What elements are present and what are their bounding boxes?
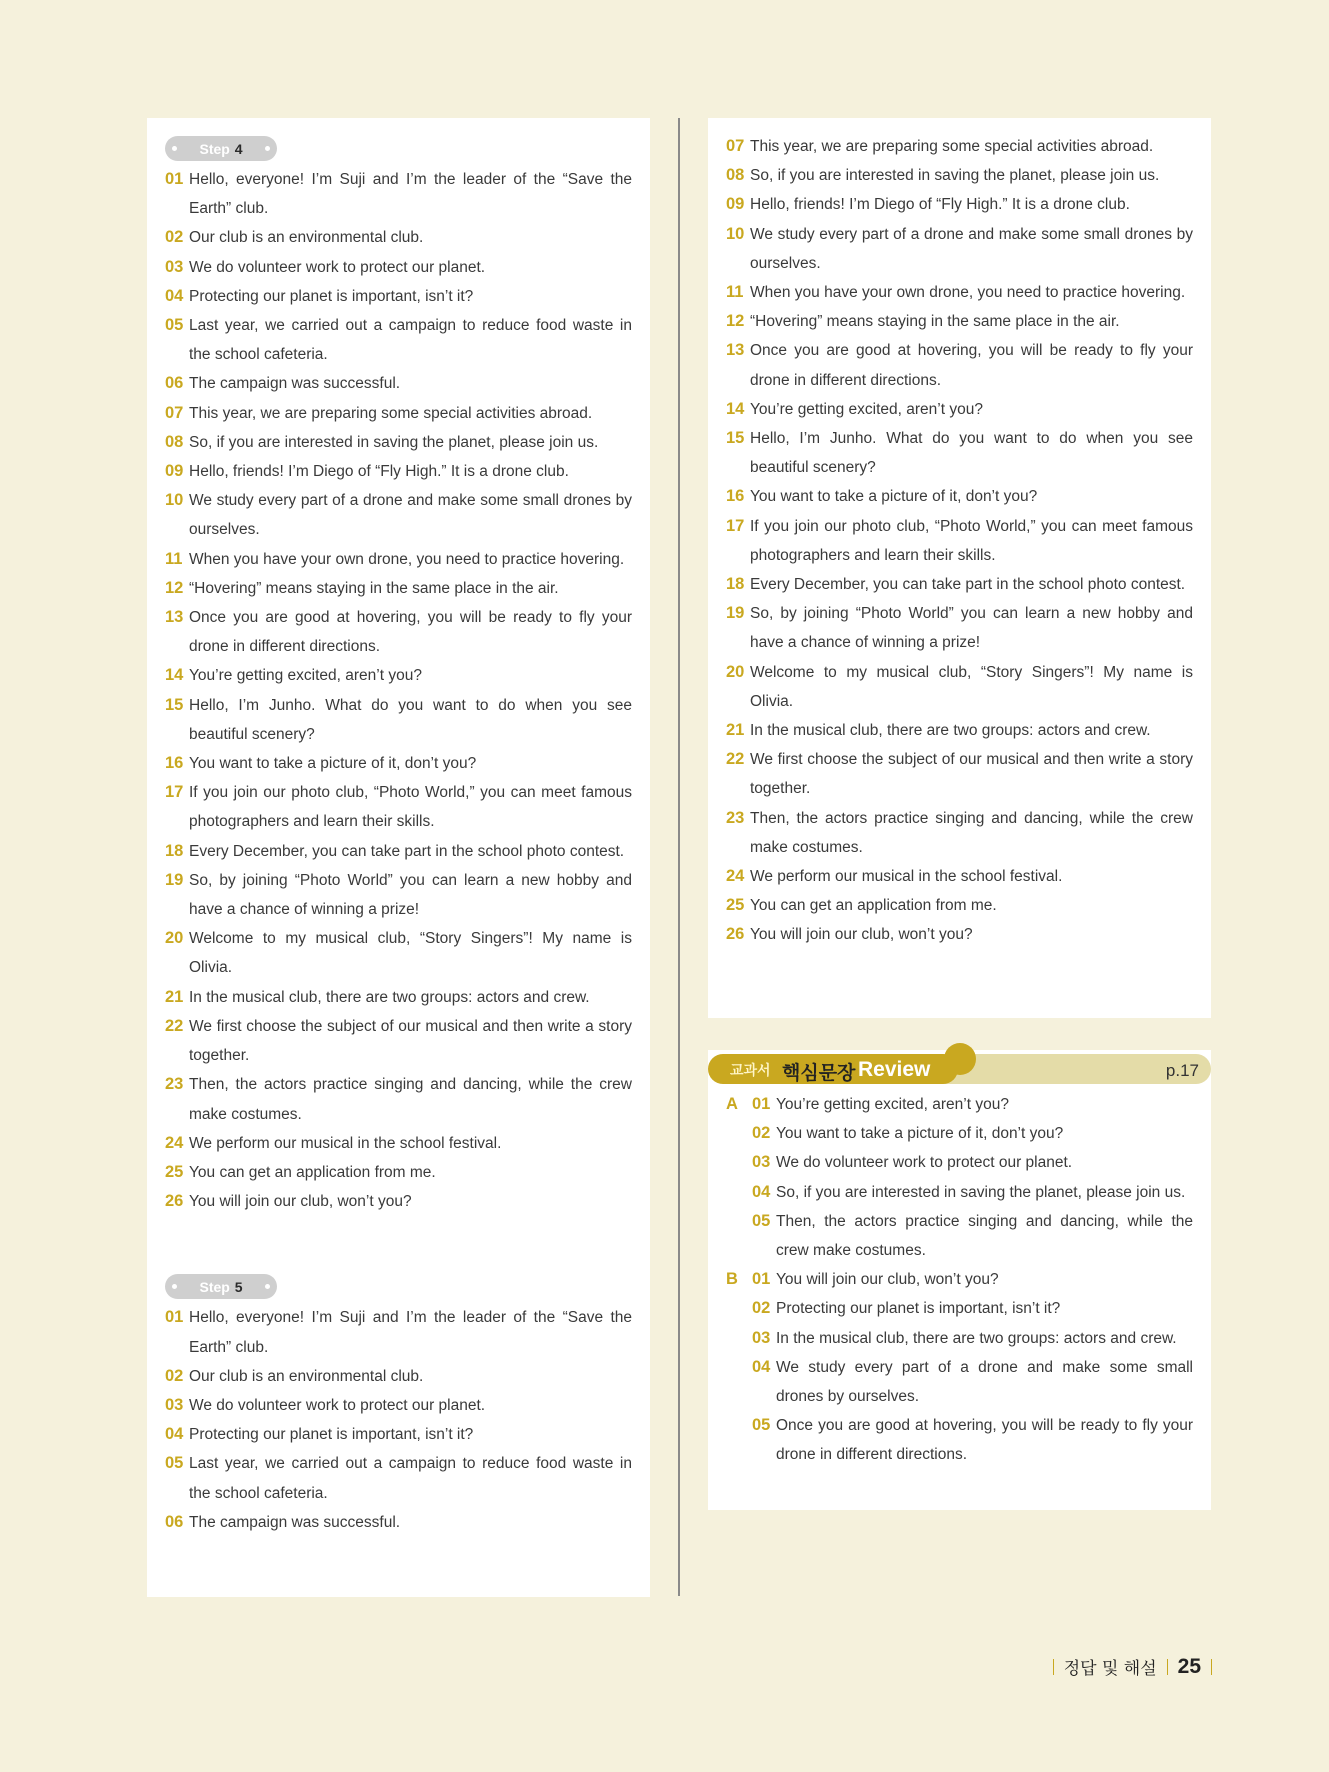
sentence-text: We do volunteer work to protect our planet.	[189, 258, 486, 276]
sentence-text: Then, the actors practice singing and dancing, while the crew make costumes.	[189, 1076, 632, 1123]
review-section-label	[726, 1148, 752, 1177]
review-number: 03	[752, 1328, 771, 1347]
sentence-row	[165, 165, 632, 223]
review-section-label	[726, 1119, 752, 1148]
sentence-number: 19	[165, 870, 184, 889]
pill-dot-icon	[172, 146, 177, 151]
sentence-text: Every December, you can take part in the school photo contest.	[189, 842, 625, 860]
sentence-text: Our club is an environmental club.	[189, 229, 424, 247]
sentence-row	[165, 1420, 632, 1449]
sentence-text: We do volunteer work to protect our planet.	[189, 1396, 486, 1414]
sentence-row	[165, 778, 632, 836]
sentence-number: 01	[165, 170, 184, 188]
review-row	[726, 1148, 1193, 1177]
sentence-row	[726, 132, 1193, 161]
sentence-row	[726, 891, 1193, 920]
sentence-row	[165, 1158, 632, 1187]
sentence-row	[726, 161, 1193, 190]
sentence-text: If you join our photo club, “Photo World,” you can meet famous photographers and learn their skills.	[189, 784, 632, 831]
sentence-text: Hello, friends! I’m Diego of “Fly High.” It is a drone club.	[750, 196, 1130, 214]
sentence-row	[165, 253, 632, 282]
sentence-text: Protecting our planet is important, isn’t it?	[189, 1426, 474, 1444]
sentence-row	[165, 282, 632, 311]
sentence-number: 15	[726, 429, 745, 448]
step-5-sentence-list	[165, 1303, 632, 1537]
column-divider	[678, 118, 680, 1596]
sentence-number: 05	[165, 1454, 184, 1473]
sentence-row	[726, 190, 1193, 219]
sentence-number: 19	[726, 604, 745, 623]
sentence-row	[165, 1129, 632, 1158]
sentence-number: 02	[165, 1366, 184, 1385]
sentence-number: 12	[726, 312, 745, 331]
sentence-text: Last year, we carried out a campaign to reduce food waste in the school cafeteria.	[189, 317, 632, 364]
sentence-row	[726, 658, 1193, 716]
sentence-number: 04	[165, 286, 184, 305]
review-text: Protecting our planet is important, isn’t it?	[776, 1300, 1061, 1318]
sentence-row	[165, 1391, 632, 1420]
sentence-row	[165, 866, 632, 924]
sentence-number: 20	[726, 662, 745, 681]
sentence-number: 24	[165, 1133, 184, 1152]
right-column-continuation	[708, 118, 1211, 1018]
sentence-row	[726, 336, 1193, 394]
sentence-text: You’re getting excited, aren’t you?	[750, 400, 983, 418]
review-title-en: Review	[858, 1058, 931, 1081]
sentence-number: 11	[165, 549, 183, 568]
review-text: We do volunteer work to protect our planet.	[776, 1154, 1073, 1172]
review-section-label	[726, 1324, 752, 1353]
sentence-text: Last year, we carried out a campaign to reduce food waste in the school cafeteria.	[189, 1455, 632, 1502]
sentence-row	[726, 424, 1193, 482]
sentence-text: You want to take a picture of it, don’t you?	[750, 488, 1038, 506]
footer-label: 정답 및 해설	[1063, 1659, 1157, 1679]
sentence-row	[165, 311, 632, 369]
sentence-row	[165, 545, 632, 574]
sentence-number: 07	[165, 403, 184, 422]
sentence-row	[165, 1070, 632, 1128]
sentence-number: 02	[165, 228, 184, 247]
sentence-row	[165, 603, 632, 661]
sentence-number: 13	[165, 608, 184, 627]
review-number: 01	[752, 1270, 771, 1289]
review-text: So, if you are interested in saving the planet, please join us.	[776, 1183, 1186, 1201]
sentence-row	[165, 223, 632, 252]
sentence-row	[726, 599, 1193, 657]
sentence-text: Welcome to my musical club, “Story Singers”! My name is Olivia.	[750, 663, 1193, 710]
sentence-text: Protecting our planet is important, isn’t it?	[189, 287, 474, 305]
sentence-number: 16	[726, 487, 745, 506]
page-footer	[1053, 1654, 1212, 1679]
sentence-text: We perform our musical in the school festival.	[750, 868, 1063, 886]
sentence-row	[165, 1362, 632, 1391]
sentence-number: 10	[165, 491, 184, 510]
review-text: We study every part of a drone and make some small drones by ourselves.	[776, 1358, 1193, 1406]
left-column	[147, 118, 650, 1597]
sentence-text: Hello, I’m Junho. What do you want to do when you see beautiful scenery?	[189, 696, 632, 743]
sentence-text: We perform our musical in the school festival.	[189, 1134, 502, 1152]
sentence-number: 08	[165, 432, 184, 451]
review-section-label	[726, 1353, 752, 1411]
review-text: In the musical club, there are two groups: actors and crew.	[776, 1329, 1177, 1347]
review-title-small: 교과서	[730, 1063, 771, 1079]
sentence-row	[165, 486, 632, 544]
sentence-number: 25	[165, 1162, 184, 1181]
sentence-text: Then, the actors practice singing and dancing, while the crew make costumes.	[750, 809, 1193, 856]
sentence-row	[165, 924, 632, 982]
step-4-badge	[165, 136, 277, 161]
review-number: 04	[752, 1357, 771, 1376]
sentence-text: In the musical club, there are two groups: actors and crew.	[750, 722, 1151, 740]
sentence-text: You want to take a picture of it, don’t you?	[189, 755, 477, 773]
sentence-text: Hello, friends! I’m Diego of “Fly High.” It is a drone club.	[189, 463, 569, 481]
sentence-number: 24	[726, 867, 745, 886]
review-row	[726, 1090, 1193, 1119]
sentence-number: 03	[165, 257, 184, 276]
sentence-text: So, by joining “Photo World” you can learn a new hobby and have a chance of winning a prize!	[750, 605, 1193, 652]
sentence-text: “Hovering” means staying in the same place in the air.	[750, 313, 1120, 331]
review-sentence-list	[726, 1090, 1193, 1470]
sentence-number: 11	[726, 283, 744, 302]
sentence-row	[165, 428, 632, 457]
sentence-row	[726, 220, 1193, 278]
sentence-text: Hello, everyone! I’m Suji and I’m the leader of the “Save the Earth” club.	[189, 1309, 632, 1356]
review-header	[708, 1050, 1211, 1084]
sentence-number: 14	[726, 399, 745, 418]
sentence-row	[726, 745, 1193, 803]
sentence-text: The campaign was successful.	[189, 375, 401, 393]
sentence-text: Hello, I’m Junho. What do you want to do when you see beautiful scenery?	[750, 430, 1193, 477]
review-row	[726, 1265, 1193, 1294]
step-label: Step	[199, 140, 230, 157]
sentence-row	[165, 749, 632, 778]
sentence-text: We study every part of a drone and make some small drones by ourselves.	[750, 225, 1193, 272]
sentence-row	[726, 570, 1193, 599]
sentence-number: 18	[726, 575, 745, 594]
sentence-number: 16	[165, 754, 184, 773]
sentence-row	[165, 574, 632, 603]
step-number: 5	[234, 1278, 243, 1295]
review-number: 03	[752, 1153, 771, 1172]
sentence-number: 08	[726, 166, 745, 185]
sentence-row	[726, 307, 1193, 336]
sentence-row	[165, 1303, 632, 1361]
pill-dot-icon	[265, 1284, 270, 1289]
sentence-number: 18	[165, 841, 184, 860]
sentence-text: Once you are good at hovering, you will be ready to fly your drone in different directions.	[750, 342, 1193, 389]
sentence-number: 17	[165, 783, 184, 802]
sentence-row	[726, 804, 1193, 862]
sentence-row	[726, 512, 1193, 570]
sentence-number: 21	[726, 721, 745, 740]
sentence-row	[726, 716, 1193, 745]
sentence-text: We first choose the subject of our musical and then write a story together.	[750, 751, 1193, 798]
review-number: 01	[752, 1095, 771, 1113]
sentence-number: 14	[165, 666, 184, 685]
sentence-text: You can get an application from me.	[750, 897, 997, 915]
page-number: 25	[1177, 1654, 1201, 1678]
review-page-ref: p.17	[1165, 1061, 1199, 1080]
pill-dot-icon	[265, 146, 270, 151]
review-section-label	[726, 1178, 752, 1207]
review-text: You’re getting excited, aren’t you?	[776, 1096, 1009, 1113]
pill-dot-icon	[172, 1284, 177, 1289]
sentence-number: 26	[726, 925, 745, 944]
sentence-text: The campaign was successful.	[189, 1513, 401, 1531]
header-knob-icon	[944, 1043, 976, 1075]
sentence-row	[726, 395, 1193, 424]
sentence-number: 15	[165, 695, 184, 714]
review-section-label: A	[726, 1095, 738, 1113]
sentence-row	[726, 862, 1193, 891]
sentence-row	[165, 661, 632, 690]
sentence-row	[165, 369, 632, 398]
sentence-number: 23	[726, 808, 745, 827]
sentence-row	[165, 837, 632, 866]
sentence-number: 17	[726, 516, 745, 535]
sentence-text: When you have your own drone, you need to practice hovering.	[750, 284, 1186, 302]
review-number: 02	[752, 1299, 771, 1318]
sentence-text: So, if you are interested in saving the planet, please join us.	[189, 433, 599, 451]
sentence-text: This year, we are preparing some special activities abroad.	[189, 404, 593, 422]
sentence-text: You’re getting excited, aren’t you?	[189, 667, 422, 685]
sentence-text: So, by joining “Photo World” you can learn a new hobby and have a chance of winning a prize!	[189, 871, 632, 919]
sentence-row	[165, 983, 632, 1012]
sentence-number: 01	[165, 1308, 184, 1327]
sentence-row	[165, 1508, 632, 1537]
review-row	[726, 1324, 1193, 1353]
review-text: Once you are good at hovering, you will be ready to fly your drone in different directions.	[776, 1417, 1193, 1464]
sentence-number: 21	[165, 987, 184, 1006]
sentence-text: Hello, everyone! I’m Suji and I’m the leader of the “Save the Earth” club.	[189, 171, 632, 218]
sentence-row	[726, 920, 1193, 949]
sentence-text: In the musical club, there are two groups: actors and crew.	[189, 988, 590, 1006]
sentence-number: 07	[726, 137, 745, 155]
review-row	[726, 1207, 1193, 1265]
sentence-row	[726, 278, 1193, 307]
step-4-sentence-list	[165, 165, 632, 1216]
review-text: You want to take a picture of it, don’t you?	[776, 1125, 1064, 1143]
sentence-number: 04	[165, 1425, 184, 1444]
step-5-badge	[165, 1274, 277, 1299]
sentence-text: Our club is an environmental club.	[189, 1367, 424, 1385]
step-5-sentence-list-continued	[726, 132, 1193, 950]
sentence-number: 26	[165, 1192, 184, 1211]
sentence-text: If you join our photo club, “Photo World,” you can meet famous photographers and learn their skills.	[750, 517, 1193, 564]
sentence-number: 06	[165, 374, 184, 393]
review-title-big: 핵심문장	[782, 1062, 856, 1084]
sentence-number: 06	[165, 1512, 184, 1531]
sentence-number: 10	[726, 224, 745, 243]
sentence-number: 03	[165, 1395, 184, 1414]
sentence-row	[165, 691, 632, 749]
sentence-text: So, if you are interested in saving the planet, please join us.	[750, 167, 1160, 185]
review-row	[726, 1411, 1193, 1469]
sentence-row	[165, 399, 632, 428]
sentence-number: 23	[165, 1075, 184, 1094]
review-section-label: B	[726, 1270, 738, 1289]
sentence-text: We first choose the subject of our musical and then write a story together.	[189, 1017, 632, 1065]
sentence-number: 12	[165, 578, 184, 597]
review-row	[726, 1353, 1193, 1411]
review-number: 05	[752, 1416, 771, 1435]
sentence-number: 22	[726, 750, 745, 769]
sentence-row	[726, 482, 1193, 511]
sentence-number: 09	[165, 462, 184, 481]
sentence-number: 25	[726, 896, 745, 915]
review-number: 02	[752, 1124, 771, 1143]
review-row	[726, 1294, 1193, 1323]
sentence-row	[165, 1012, 632, 1070]
sentence-row	[165, 457, 632, 486]
review-section-label	[726, 1294, 752, 1323]
sentence-text: Welcome to my musical club, “Story Singers”! My name is Olivia.	[189, 930, 632, 977]
review-number: 05	[752, 1211, 771, 1230]
sentence-number: 05	[165, 316, 184, 335]
review-section	[708, 1050, 1211, 1510]
review-row	[726, 1178, 1193, 1207]
sentence-row	[165, 1449, 632, 1507]
sentence-text: Once you are good at hovering, you will be ready to fly your drone in different directions.	[189, 609, 632, 656]
sentence-row	[165, 1187, 632, 1216]
sentence-text: This year, we are preparing some special activities abroad.	[750, 138, 1154, 155]
sentence-text: You will join our club, won’t you?	[750, 926, 973, 944]
review-text: Then, the actors practice singing and dancing, while the crew make costumes.	[776, 1212, 1193, 1260]
step-number: 4	[234, 140, 243, 157]
step-label: Step	[199, 1278, 230, 1295]
sentence-text: We study every part of a drone and make some small drones by ourselves.	[189, 492, 632, 539]
review-number: 04	[752, 1182, 771, 1201]
sentence-text: You can get an application from me.	[189, 1163, 436, 1181]
sentence-number: 20	[165, 929, 184, 948]
sentence-number: 09	[726, 195, 745, 214]
sentence-text: “Hovering” means staying in the same place in the air.	[189, 579, 559, 597]
sentence-number: 22	[165, 1016, 184, 1035]
sentence-text: Every December, you can take part in the school photo contest.	[750, 576, 1186, 594]
sentence-number: 13	[726, 341, 745, 360]
review-row	[726, 1119, 1193, 1148]
review-section-label	[726, 1207, 752, 1265]
review-text: You will join our club, won’t you?	[776, 1271, 999, 1289]
sentence-text: You will join our club, won’t you?	[189, 1193, 412, 1211]
sentence-text: When you have your own drone, you need to practice hovering.	[189, 550, 625, 568]
review-section-label	[726, 1411, 752, 1469]
